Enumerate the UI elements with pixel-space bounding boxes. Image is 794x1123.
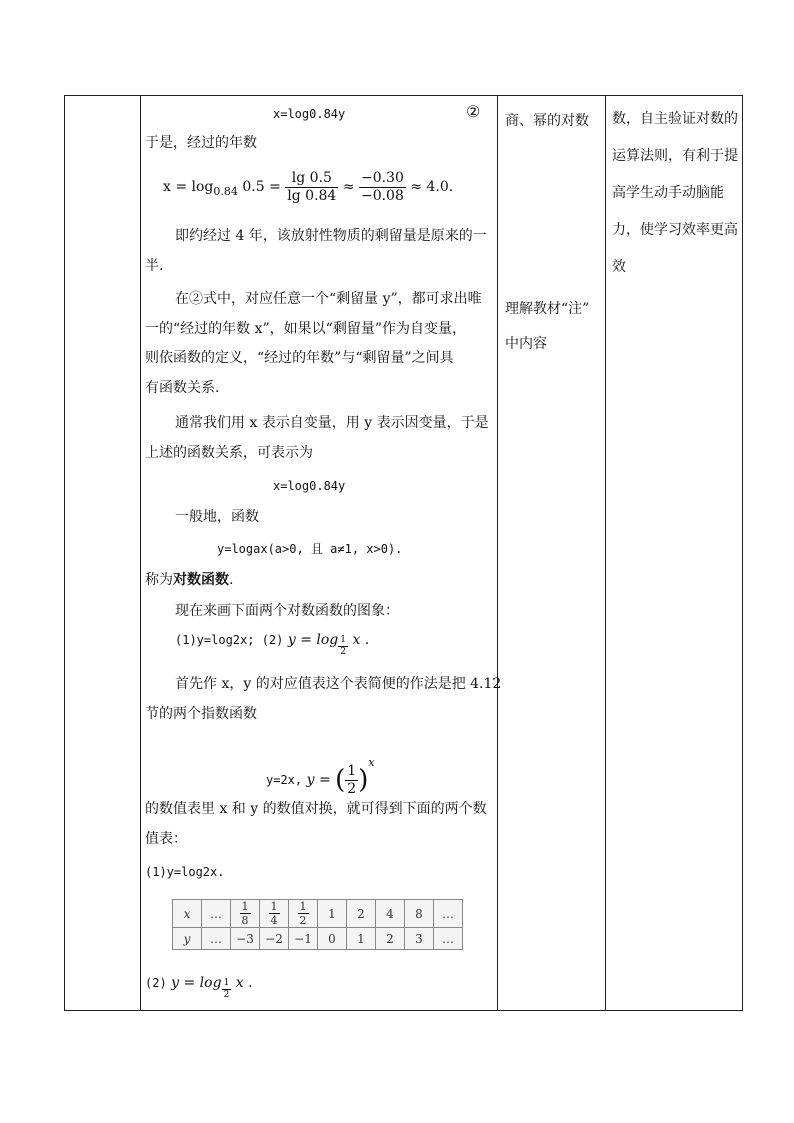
column-divider bbox=[497, 96, 498, 1010]
table-cell: 8 bbox=[405, 900, 434, 928]
text-yushi: 于是，经过的年数 bbox=[145, 135, 257, 151]
calc-lhs: x = log bbox=[163, 179, 214, 195]
paragraph: 的数值表里 x 和 y 的数值对换，就可得到下面的两个数 bbox=[145, 801, 487, 817]
col4-line: 效 bbox=[612, 259, 626, 275]
col4-text bbox=[612, 101, 740, 286]
fraction: $\frac{1}{2}$ bbox=[223, 978, 230, 1000]
approx-sign: ≈ bbox=[342, 179, 355, 195]
definition-line: 称为对数函数. bbox=[145, 572, 234, 588]
table2-title: (2) y = log $\frac{1}{2}$ x . bbox=[145, 975, 253, 1000]
col4-line: 力，使学习效率更高 bbox=[612, 222, 738, 238]
calc-result: ≈ 4.0. bbox=[410, 179, 454, 195]
table-cell: −1 bbox=[289, 928, 318, 950]
table-cell: … bbox=[202, 900, 231, 928]
table-cell: 2 bbox=[347, 900, 376, 928]
table-cell: 4 bbox=[376, 900, 405, 928]
calc-equation bbox=[163, 168, 453, 211]
paragraph: 则依函数的定义，“经过的年数”与“剩留量”之间具 bbox=[145, 350, 454, 366]
term-log-function: 对数函数 bbox=[173, 572, 229, 588]
col4-line: 高学生动手动脑能 bbox=[612, 185, 724, 201]
values-table-log2 bbox=[172, 899, 463, 950]
paragraph: 在②式中，对应任意一个“剩留量 y”，都可求出唯 bbox=[175, 291, 482, 307]
table-cell: 3 bbox=[405, 928, 434, 950]
paragraph: 一的“经过的年数 x”，如果以“剩留量”作为自变量， bbox=[145, 321, 466, 337]
equation: x=log0.84y bbox=[273, 479, 346, 493]
table-cell: $\frac{1}{8}$ bbox=[231, 900, 260, 928]
table-cell: … bbox=[434, 900, 463, 928]
exp-functions: y=2x, y = ( $\frac{1}{2}$ )$^x$ bbox=[266, 756, 375, 797]
table-cell: $\frac{1}{2}$ bbox=[289, 900, 318, 928]
table-cell: $\frac{1}{4}$ bbox=[260, 900, 289, 928]
table-cell: … bbox=[202, 928, 231, 950]
paragraph: 有函数关系. bbox=[145, 380, 220, 396]
paragraph: 节的两个指数函数 bbox=[145, 706, 257, 722]
col3-text: 中内容 bbox=[505, 336, 547, 352]
table-cell: 1 bbox=[347, 928, 376, 950]
equation-2: x=log0.84y bbox=[273, 107, 346, 121]
fraction: $\frac{1}{2}$ bbox=[340, 635, 346, 657]
graphs-line: (1)y=log2x; (2) y = log $\frac{1}{2}$ x . bbox=[175, 632, 370, 657]
paragraph: 半. bbox=[145, 258, 164, 274]
table-cell: −2 bbox=[260, 928, 289, 950]
fraction: $\frac{\lg 0.5}{\lg 0.84}$ bbox=[287, 169, 337, 204]
table-cell: 0 bbox=[318, 928, 347, 950]
fraction: $\frac{1}{2}$ bbox=[347, 762, 357, 797]
table-cell: … bbox=[434, 928, 463, 950]
col4-line: 运算法则，有利于提 bbox=[612, 148, 738, 164]
table-row bbox=[173, 900, 463, 928]
table-cell: x bbox=[173, 900, 202, 928]
table-row bbox=[173, 928, 463, 950]
paragraph: 现在来画下面两个对数函数的图象： bbox=[175, 603, 399, 619]
paragraph: 即约经过 4 年，该放射性物质的剩留量是原来的一 bbox=[175, 228, 487, 244]
column-divider bbox=[140, 96, 141, 1010]
table-cell: 2 bbox=[376, 928, 405, 950]
paragraph: 上述的函数关系，可表示为 bbox=[145, 445, 313, 461]
table-cell: 1 bbox=[318, 900, 347, 928]
calc-base: 0.84 bbox=[213, 185, 238, 198]
col3-text: 理解教材“注” bbox=[505, 301, 590, 317]
equation-marker: ② bbox=[466, 102, 481, 121]
paragraph: 值表： bbox=[145, 831, 187, 847]
paragraph: 一般地，函数 bbox=[175, 509, 259, 525]
table-cell: −3 bbox=[231, 928, 260, 950]
table-cell: y bbox=[173, 928, 202, 950]
table1-title: (1)y=log2x. bbox=[145, 865, 225, 879]
calc-arg: 0.5 = bbox=[242, 179, 281, 195]
column-divider bbox=[605, 96, 606, 1010]
fraction: $\frac{-0.30}{-0.08}$ bbox=[360, 169, 404, 204]
paragraph: 通常我们用 x 表示自变量，用 y 表示因变量，于是 bbox=[175, 415, 489, 431]
paragraph: 首先作 x，y 的对应值表这个表简便的作法是把 4.12 bbox=[175, 676, 502, 692]
equation-general: y=logax(a>0, 且 a≠1, x>0). bbox=[217, 542, 403, 556]
col3-text: 商、幂的对数 bbox=[505, 113, 589, 129]
col4-line: 数，自主验证对数的 bbox=[612, 111, 738, 127]
